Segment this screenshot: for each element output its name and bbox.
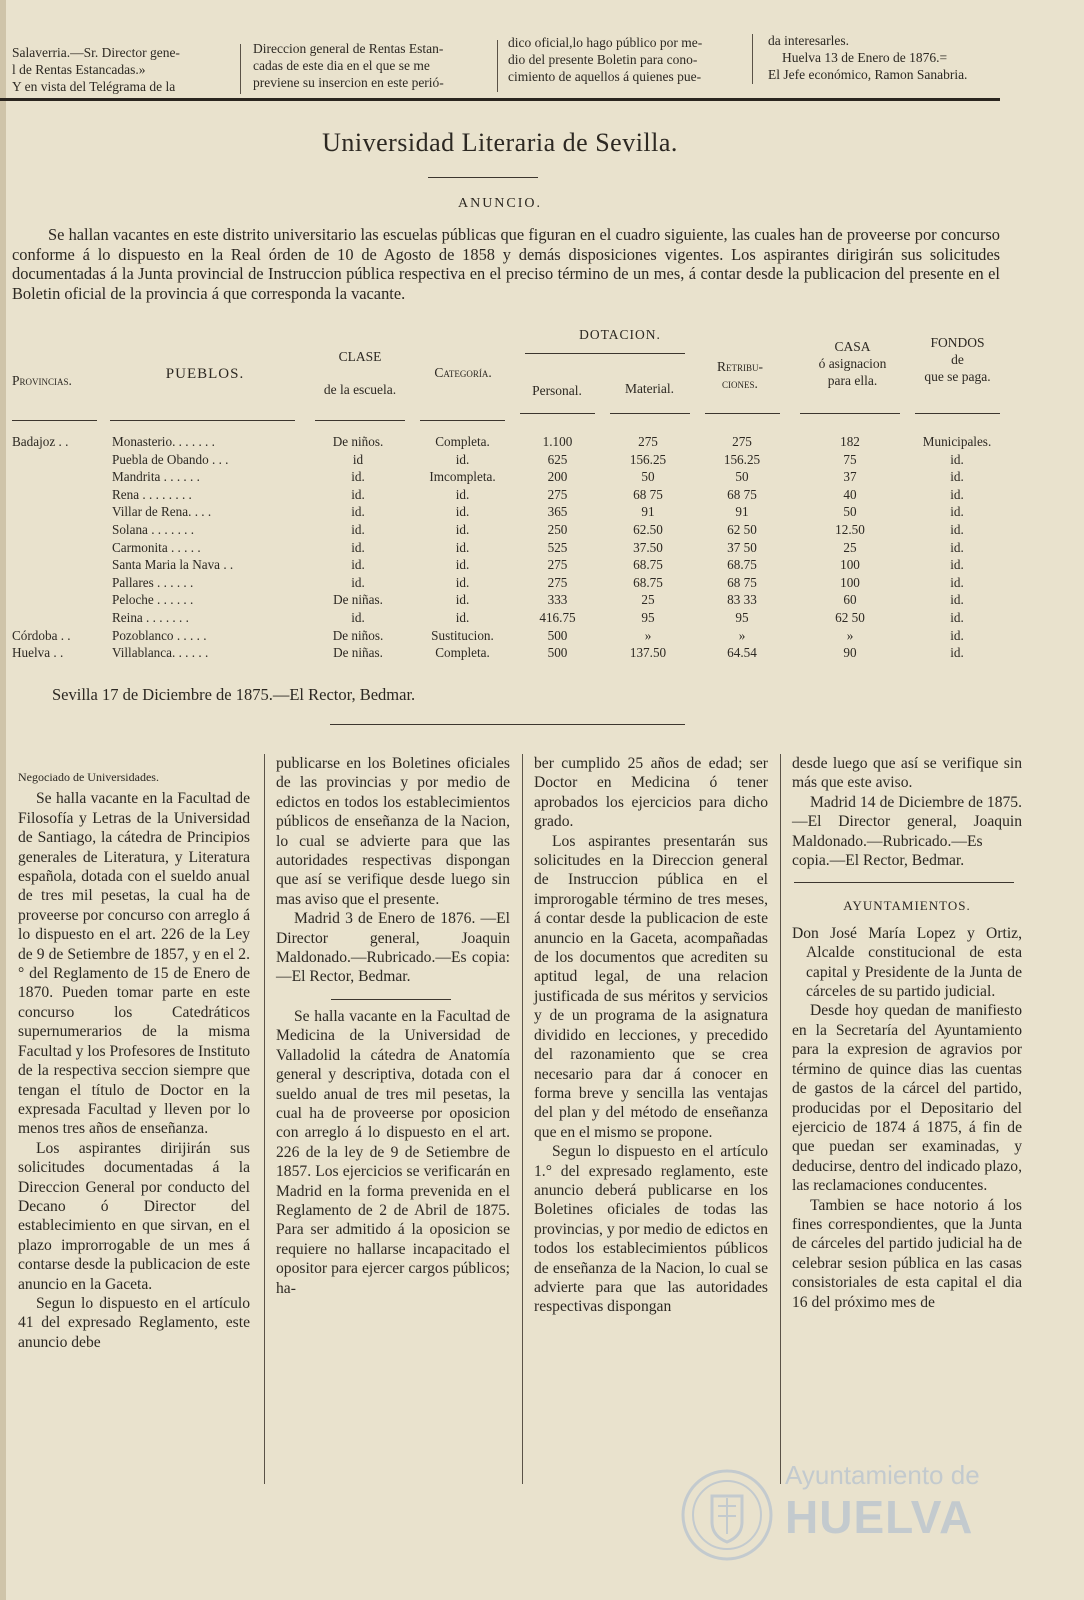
watermark-line2: HUELVA (785, 1491, 974, 1543)
column-heading: Negociado de Universidades. (18, 770, 159, 784)
header-fondos-line: de (951, 352, 964, 367)
cell-clase: id. (351, 610, 365, 625)
header-personal: Personal. (532, 383, 582, 398)
top-column-3 (508, 34, 738, 85)
top-col2-line: Direccion general de Rentas Estan- (253, 41, 444, 56)
cell-pueblo: Pallares . . . . . . (112, 574, 194, 590)
cell-retribuciones: 50 (735, 469, 749, 485)
cell-casa: 100 (840, 574, 860, 590)
column-rule (794, 882, 1014, 883)
table-row (0, 540, 1000, 557)
header-casa-line: ó asignacion (818, 356, 887, 371)
header-rule (420, 420, 505, 421)
cell-clase: id. (351, 522, 365, 537)
column-divider (780, 754, 781, 1484)
cell-clase: id. (351, 574, 365, 590)
cell-categoria: id. (455, 610, 470, 625)
cell-material: 37.50 (633, 539, 663, 555)
table-row (0, 575, 1000, 592)
cell-fondos: id. (950, 451, 964, 467)
top-col2-line: cadas de este dia en el que se me (253, 58, 430, 73)
cell-fondos: id. (950, 574, 964, 590)
cell-casa: 40 (843, 486, 857, 502)
cell-retribuciones: 62 50 (727, 522, 757, 537)
university-signature: Sevilla 17 de Diciembre de 1875.—El Rector, Bedmar. (52, 685, 416, 704)
cell-retribuciones: 95 (735, 610, 749, 625)
column-divider (497, 40, 498, 92)
top-column-4 (768, 32, 1018, 83)
table-row (0, 434, 1000, 451)
cell-retribuciones: 68 75 (727, 574, 757, 590)
cell-personal: 275 (547, 574, 568, 590)
column-paragraph: desde luego que así se verifique sin más que este aviso. (792, 755, 1022, 792)
column-3 (534, 754, 768, 1317)
cell-provincia: Badajoz . . (12, 434, 69, 449)
column-divider (752, 34, 753, 84)
cell-categoria: id. (455, 574, 470, 590)
cell-clase: De niñas. (333, 645, 383, 661)
column-rule (331, 999, 451, 1000)
cell-categoria: id. (455, 486, 470, 502)
cell-categoria: id. (455, 522, 470, 537)
table-row (0, 610, 1000, 627)
table-row (0, 645, 1000, 662)
cell-material: 91 (641, 504, 655, 520)
cell-personal: 525 (547, 539, 568, 555)
header-clase-line: de la escuela. (323, 382, 397, 397)
cell-retribuciones: 37 50 (727, 539, 757, 555)
top-col3-line: cimiento de aquellos á quienes pue- (508, 69, 702, 84)
cell-personal: 250 (547, 522, 568, 537)
table-row (0, 592, 1000, 609)
header-retribuciones-line: Retribu- (717, 359, 763, 374)
table-row (0, 522, 1000, 539)
column-paragraph: publicarse en los Boletines oficiales de las provincias y por medio de edictos en todos los establecimientos públicos de enseñanza de la Nacion, lo cual se advierte para que las autoridades respectivas dispongan que así se verifique desde luego sin mas aviso que el presente. (276, 755, 510, 908)
column-paragraph: Se halla vacante en la Facultad de Medicina de la Universidad de Valladolid la cátedra de Anatomía general y descriptiva, dotada con el sueldo anual de tres mil pesetas, la cual ha de proveerse por oposicion con arreglo á lo dispuesto en el art. 226 de la ley de 9 de Setiembre de 1857. Los ejercicios se verificarán en Madrid en la forma prevenida en el Reglamento de 2 de Abril de 1875. Para ser admitido á la oposicion se requiere no hallarse incapacitado el opositor para ejercer cargos públicos; ha- (276, 1007, 510, 1297)
cell-personal: 275 (547, 486, 568, 502)
cell-provincia: Córdoba . . (12, 627, 71, 643)
column-2 (276, 754, 510, 1298)
title-rule (428, 177, 538, 178)
header-casa (800, 338, 905, 389)
header-rule (610, 413, 690, 414)
mayor-heading: Don José María Lopez y Ortiz, Alcalde constitucional de esta capital y Presidente de la Junta de cárceles de su partido judicial. (792, 924, 1022, 1001)
cell-pueblo: Mandrita . . . . . . (112, 469, 200, 485)
cell-casa: 12.50 (835, 522, 865, 537)
cell-personal: 333 (547, 592, 568, 608)
header-rule (915, 413, 1000, 414)
cell-clase: id. (351, 504, 365, 520)
cell-personal: 200 (547, 469, 568, 485)
column-divider (522, 754, 523, 1484)
header-fondos (915, 334, 1000, 385)
cell-fondos: Municipales. (922, 434, 992, 449)
cell-pueblo: Reina . . . . . . . (112, 610, 189, 625)
column-paragraph: Los aspirantes presentarán sus solicitudes en la Direccion general de Instruccion pública en el improrogable término de tres meses, á contar desde la publicacion de este anuncio en la Gaceta, acompañadas de los documentos que acrediten su aptitud legal, de una relacion justificada de sus méritos y servicios y de un programa de la asignatura dividido en lecciones, y precedido del razonamiento que se crea necesario para dar á conocer en forma breve y sencilla las ventajas del plan y del método de enseñanza que en el mismo se propone. (534, 832, 768, 1141)
column-divider (264, 754, 265, 1484)
intro-paragraph (12, 225, 1000, 303)
cell-pueblo: Santa Maria la Nava . . (112, 557, 234, 573)
cell-material: 275 (638, 434, 658, 449)
cell-clase: id. (351, 539, 365, 555)
cell-pueblo: Puebla de Obando . . . (112, 451, 229, 467)
cell-material: 50 (641, 469, 655, 485)
column-paragraph: ber cumplido 25 años de edad; ser Doctor en Medicina ó tener aprobados los ejercicios para dicho grado. (534, 755, 768, 831)
cell-personal: 275 (547, 557, 568, 573)
header-clase-line: CLASE (338, 349, 382, 364)
cell-retribuciones: 91 (735, 504, 749, 520)
column-paragraph: Tambien se hace notorio á los fines correspondientes, que la Junta de cárceles del partido judicial ha de celebrar sesion pública en las casas consistoriales de esta capital el dia 16 del próximo mes de (792, 1196, 1022, 1311)
watermark-line1: Ayuntamiento de (785, 1460, 980, 1490)
table-row (0, 469, 1000, 486)
cell-categoria: Completa. (435, 645, 490, 661)
header-casa-line: CASA (834, 339, 871, 354)
cell-fondos: id. (950, 557, 964, 573)
table-row (0, 557, 1000, 574)
cell-fondos: id. (950, 539, 964, 555)
top-col4-line: El Jefe económico, Ramon Sanabria. (768, 67, 968, 82)
header-retribuciones-line: ciones. (722, 376, 758, 391)
cell-fondos: id. (950, 610, 964, 625)
table-row (0, 487, 1000, 504)
section-title: Universidad Literaria de Sevilla. (322, 128, 678, 157)
column-heading: AYUNTAMIENTOS. (843, 898, 971, 914)
cell-clase: De niñas. (333, 592, 383, 608)
header-fondos-line: que se paga. (924, 369, 991, 384)
section-rule (0, 98, 1000, 101)
top-column-2 (253, 40, 483, 91)
cell-fondos: id. (950, 522, 964, 537)
cell-categoria: Completa. (435, 434, 490, 449)
cell-retribuciones: » (738, 627, 746, 643)
header-rule (520, 413, 595, 414)
cell-pueblo: Villablanca. . . . . . (112, 645, 209, 661)
top-col3-line: dio del presente Boletin para cono- (508, 52, 698, 67)
top-col4-line: da interesarles. (768, 33, 849, 48)
table-row (0, 452, 1000, 469)
cell-casa: 182 (840, 434, 860, 449)
top-col1-line: l de Rentas Estancadas.» (12, 62, 146, 77)
vacancy-table (0, 434, 1010, 674)
cell-fondos: id. (950, 504, 964, 520)
cell-categoria: id. (455, 592, 470, 608)
cell-pueblo: Carmonita . . . . . (112, 539, 201, 555)
header-rule (315, 420, 405, 421)
cell-categoria: id. (455, 504, 470, 520)
watermark (680, 1460, 980, 1570)
column-paragraph: Segun lo dispuesto en el artículo 1.° del expresado reglamento, este anuncio deberá publicarse en los Boletines oficiales de todas las provincias, y por medio de edictos en todos los establecimientos públicos de enseñanza de la Nacion, lo cual se advierte para que las autoridades respectivas dispongan (534, 1143, 768, 1316)
cell-material: 68.75 (633, 574, 663, 590)
cell-clase: De niños. (332, 434, 384, 449)
cell-material: » (644, 627, 652, 643)
cell-personal: 500 (547, 627, 568, 643)
cell-pueblo: Monasterio. . . . . . . (112, 434, 215, 449)
cell-personal: 1.100 (542, 434, 573, 449)
cell-clase: De niños. (332, 627, 384, 643)
cell-clase: id. (351, 557, 365, 573)
cell-casa: 90 (843, 645, 857, 661)
table-row (0, 504, 1000, 521)
cell-retribuciones: 156.25 (723, 451, 761, 467)
cell-fondos: id. (950, 592, 964, 608)
top-col1-line: Y en vista del Telégrama de la (12, 79, 176, 94)
cell-casa: 60 (843, 592, 857, 608)
cell-clase: id. (351, 486, 365, 502)
cell-clase: id. (351, 469, 365, 485)
cell-fondos: id. (950, 486, 964, 502)
page-edge (0, 0, 6, 1600)
column-paragraph: Segun lo dispuesto en el artículo 41 del expresado Reglamento, este anuncio debe (18, 1294, 250, 1351)
cell-casa: » (846, 627, 854, 643)
header-categoria: Categoría. (434, 365, 492, 380)
cell-material: 62.50 (633, 522, 663, 537)
cell-clase: id (352, 451, 364, 467)
anuncio-heading: ANUNCIO. (457, 196, 543, 211)
cell-material: 156.25 (629, 451, 667, 467)
header-rule (705, 413, 780, 414)
header-clase (305, 348, 415, 398)
header-provincias: Provincias. (12, 373, 72, 388)
header-rule (110, 420, 295, 421)
cell-material: 95 (641, 610, 655, 625)
dotacion-rule (525, 353, 685, 354)
coat-of-arms-icon (680, 1468, 775, 1563)
top-col3-line: dico oficial,lo hago público por me- (508, 35, 703, 50)
cell-personal: 365 (547, 504, 568, 520)
cell-casa: 62 50 (835, 610, 865, 625)
cell-retribuciones: 64.54 (727, 645, 757, 661)
header-rule (800, 413, 900, 414)
cell-personal: 500 (547, 645, 568, 661)
cell-casa: 50 (843, 504, 857, 520)
cell-material: 68.75 (633, 557, 663, 573)
cell-pueblo: Peloche . . . . . . (112, 592, 194, 608)
cell-categoria: Sustitucion. (431, 627, 494, 643)
header-fondos-line: FONDOS (930, 335, 985, 350)
cell-material: 137.50 (629, 645, 667, 661)
cell-retribuciones: 68.75 (727, 557, 757, 573)
top-column-1 (12, 44, 237, 95)
cell-fondos: id. (950, 627, 964, 643)
cell-provincia: Huelva . . (12, 645, 64, 661)
cell-personal: 416.75 (539, 610, 576, 625)
cell-categoria: id. (455, 539, 470, 555)
cell-retribuciones: 83 33 (727, 592, 757, 608)
cell-casa: 37 (843, 469, 857, 485)
cell-retribuciones: 275 (732, 434, 752, 449)
cell-pueblo: Pozoblanco . . . . . (112, 627, 207, 643)
cell-categoria: Imcompleta. (429, 469, 496, 485)
column-1 (18, 768, 250, 1352)
column-divider (240, 44, 241, 94)
header-material: Material. (624, 381, 675, 396)
column-spacer (276, 987, 510, 1007)
top-col2-line: previene su insercion en este perió- (253, 75, 444, 90)
cell-personal: 625 (547, 451, 568, 467)
cell-material: 25 (641, 592, 655, 608)
cell-categoria: id. (455, 451, 470, 467)
column-spacer (792, 870, 1022, 890)
cell-casa: 25 (843, 539, 857, 555)
header-casa-line: para ella. (827, 373, 878, 388)
top-col4-line: Huelva 13 de Enero de 1876.= (782, 50, 948, 65)
cell-categoria: id. (455, 557, 470, 573)
cell-pueblo: Rena . . . . . . . . (112, 486, 192, 502)
column-paragraph: Desde hoy quedan de manifiesto en la Secretaría del Ayuntamiento para la expresion de agravios por término de quince dias las cuentas de gastos de la cárcel del partido, producidas por el Depositario del ejercicio de 1874 á 1875, á fin de que puedan ser examinadas, y deducirse, dentro del indicado plazo, las reclamaciones conducentes. (792, 1002, 1022, 1195)
cell-casa: 75 (843, 451, 857, 467)
column-paragraph: Madrid 14 de Diciembre de 1875.—El Director general, Joaquin Maldonado.—Rubricado.—Es copia.—El Rector, Bedmar. (792, 793, 1022, 870)
intro-text: Se hallan vacantes en este distrito universitario las escuelas públicas que figuran en el cuadro siguiente, las cuales han de proveerse por concurso conforme á lo dispuesto en la Real órden de 10 de Agosto de 1858 y demás disposiciones vigentes. Los aspirantes dirigirán sus solicitudes documentadas á la Junta provincial de Instruccion pública respectiva en el preciso término de un mes, á contar desde la publicacion del presente en el Boletin oficial de la provincia á que corresponda la vacante. (12, 225, 1000, 303)
header-pueblos: PUEBLOS. (165, 366, 245, 382)
cell-fondos: id. (950, 469, 964, 485)
cell-material: 68 75 (633, 486, 663, 502)
cell-retribuciones: 68 75 (727, 486, 757, 502)
header-retribuciones (705, 358, 775, 392)
column-paragraph: Se halla vacante en la Facultad de Filosofía y Letras de la Universidad de Santiago, la cátedra de Principios generales de Literatura, y Literatura española, dotada con el sueldo anual de tres mil pesetas, la cual ha de proveerse por concurso con arreglo á lo dispuesto en el art. 226 de la Ley de 9 de Setiembre de 1857, y en el 2.° del Reglamento de 15 de Enero de 1870. Pueden tomar parte en este concurso los Catedráticos supernumerarios de la misma Facultad y los Profesores de Instituto de la respectiva seccion siempre que tengan el título de Doctor en la expresada Facultad y lleven por lo menos tres años de enseñanza. (18, 790, 250, 1138)
column-4 (792, 754, 1022, 1312)
top-col1-line: Salaverria.—Sr. Director gene- (12, 45, 180, 60)
cell-pueblo: Villar de Rena. . . . (112, 504, 212, 520)
cell-casa: 100 (840, 557, 860, 573)
cell-pueblo: Solana . . . . . . . (112, 522, 195, 537)
cell-fondos: id. (950, 645, 964, 661)
column-paragraph: Madrid 3 de Enero de 1876. —El Director general, Joaquin Maldonado.—Rubricado.—Es copia:—El Rector, Bedmar. (276, 910, 510, 986)
header-dotacion: DOTACION. (579, 327, 661, 342)
table-row (0, 628, 1000, 645)
column-paragraph: Los aspirantes dirijirán sus solicitudes documentadas á la Direccion General por conducto del Decano ó Director del establecimiento en que sirvan, en el plazo improrrogable de un mes á contarse desde la publicacion de este anuncio en la Gaceta. (18, 1139, 250, 1293)
section-rule (330, 724, 685, 725)
header-rule (12, 420, 97, 421)
